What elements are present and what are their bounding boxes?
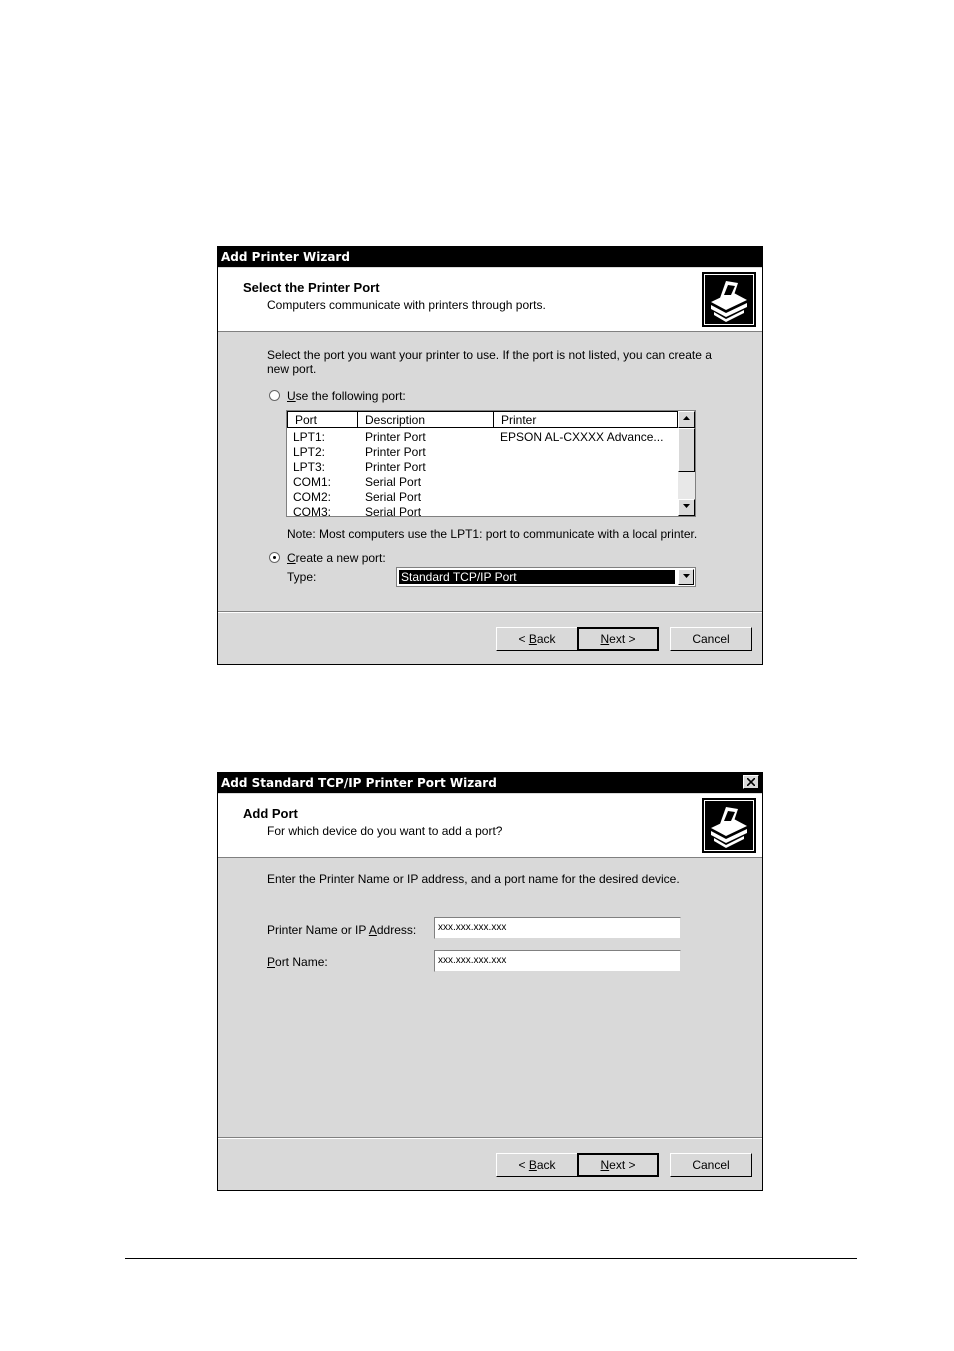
- port-list[interactable]: [286, 410, 696, 517]
- header-subtitle: For which device do you want to add a port?: [267, 824, 503, 838]
- header-subtitle: Computers communicate with printers through ports.: [267, 298, 546, 312]
- port-name-input[interactable]: xxx.xxx.xxx.xxx: [434, 950, 681, 972]
- use-following-port-radio[interactable]: [269, 390, 280, 401]
- create-new-port-label[interactable]: Create a new port:: [287, 551, 386, 565]
- port-row[interactable]: [287, 460, 679, 475]
- window-title: Add Standard TCP/IP Printer Port Wizard: [221, 776, 497, 790]
- printer-wizard-icon: [702, 272, 756, 327]
- scroll-down-button[interactable]: [678, 499, 695, 516]
- port-row[interactable]: [287, 505, 679, 517]
- description-cell: Printer Port: [365, 460, 426, 474]
- scroll-down-arrow-icon: [683, 504, 690, 508]
- back-button[interactable]: < Back: [496, 627, 578, 651]
- back-button[interactable]: < Back: [496, 1153, 578, 1177]
- wizard-header: [218, 794, 762, 858]
- header-title: Select the Printer Port: [243, 280, 380, 295]
- ip-address-input[interactable]: xxx.xxx.xxx.xxx: [434, 917, 681, 939]
- description-cell: Serial Port: [365, 475, 422, 489]
- window-title: Add Printer Wizard: [221, 250, 350, 264]
- port-cell: COM2:: [293, 490, 332, 504]
- header-title: Add Port: [243, 806, 298, 821]
- port-row[interactable]: [287, 430, 679, 445]
- scroll-up-button[interactable]: [678, 411, 695, 428]
- scroll-thumb[interactable]: [678, 428, 695, 472]
- port-row[interactable]: [287, 475, 679, 490]
- port-type-select[interactable]: [396, 567, 696, 587]
- page-footer-rule: [125, 1258, 857, 1259]
- port-type-dropdown-button[interactable]: [678, 569, 694, 585]
- port-list-scrollbar[interactable]: [678, 411, 695, 516]
- next-button[interactable]: Next >: [577, 1153, 659, 1177]
- description-cell: Serial Port: [365, 505, 422, 517]
- column-description[interactable]: Description: [358, 411, 494, 428]
- description-cell: Serial Port: [365, 490, 422, 504]
- ip-address-label: Printer Name or IP Address:: [267, 923, 417, 937]
- close-button[interactable]: [743, 775, 759, 789]
- title-bar: [218, 773, 762, 793]
- lpt1-note: Note: Most computers use the LPT1: port to communicate with a local printer.: [287, 527, 698, 541]
- port-cell: COM1:: [293, 475, 332, 489]
- cancel-button[interactable]: Cancel: [670, 627, 752, 651]
- footer-separator: [218, 1137, 762, 1139]
- port-type-value: Standard TCP/IP Port: [399, 570, 675, 584]
- description-cell: Printer Port: [365, 430, 426, 444]
- cancel-button[interactable]: Cancel: [670, 1153, 752, 1177]
- port-cell: LPT1:: [293, 430, 326, 444]
- port-list-header: [287, 411, 679, 428]
- port-cell: LPT2:: [293, 445, 326, 459]
- printer-cell: EPSON AL-CXXXX Advance...: [500, 430, 664, 444]
- use-following-port-label[interactable]: Use the following port:: [287, 389, 406, 403]
- close-icon: [747, 778, 755, 786]
- dropdown-arrow-icon: [683, 574, 690, 578]
- create-new-port-radio[interactable]: [269, 552, 280, 563]
- port-cell: LPT3:: [293, 460, 326, 474]
- port-name-label: Port Name:: [267, 955, 328, 969]
- type-label: Type:: [287, 570, 317, 584]
- port-row[interactable]: [287, 490, 679, 505]
- instruction-line-1: Select the port you want your printer to use. If the port is not listed, you can create a: [267, 348, 712, 362]
- footer-separator: [218, 611, 762, 613]
- next-button[interactable]: Next >: [577, 627, 659, 651]
- add-tcpip-port-wizard-dialog: [217, 772, 763, 1191]
- description-cell: Printer Port: [365, 445, 426, 459]
- column-port[interactable]: Port: [287, 411, 358, 428]
- column-printer[interactable]: Printer: [494, 411, 678, 428]
- port-cell: COM3:: [293, 505, 332, 517]
- printer-wizard-icon: [702, 798, 756, 853]
- title-bar: [218, 247, 762, 267]
- scroll-up-arrow-icon: [683, 416, 690, 420]
- instruction-line-2: new port.: [267, 362, 317, 376]
- port-row[interactable]: [287, 445, 679, 460]
- wizard-header: [218, 268, 762, 332]
- instruction-text: Enter the Printer Name or IP address, and a port name for the desired device.: [267, 872, 680, 886]
- add-printer-wizard-dialog: [217, 246, 763, 665]
